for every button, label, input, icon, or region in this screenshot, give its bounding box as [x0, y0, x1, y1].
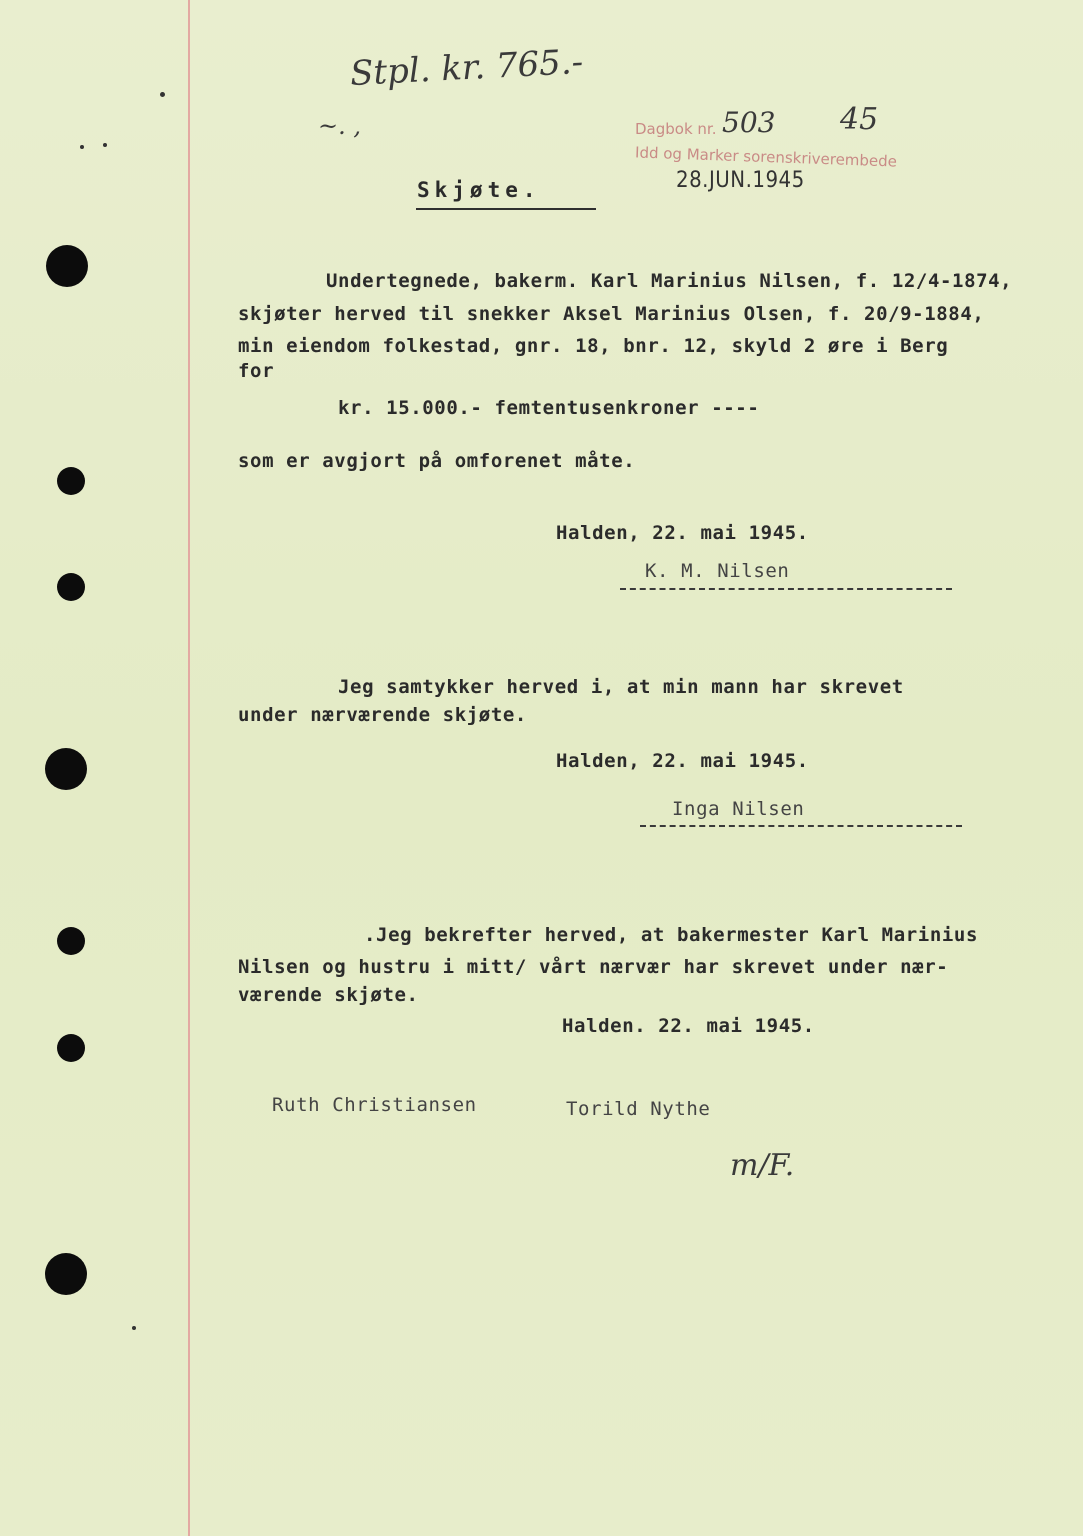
signature-line-2 — [640, 825, 962, 827]
ink-speck — [80, 145, 84, 149]
title-underline — [416, 208, 596, 210]
signature-2: Inga Nilsen — [672, 798, 805, 820]
registry-stamp-line2: Idd og Marker sorenskriverembede — [634, 143, 898, 171]
paragraph1-line4: for — [238, 360, 275, 382]
ink-speck — [132, 1326, 136, 1330]
punch-hole — [57, 1034, 85, 1062]
punch-hole — [57, 467, 85, 495]
handwritten-stamp-fee: Stpl. kr. 765.- — [349, 41, 585, 95]
stamp-date: 28.JUN.1945 — [676, 168, 805, 193]
stamp-prefix: Dagbok nr. — [635, 120, 717, 138]
punch-hole — [57, 573, 85, 601]
punch-hole — [46, 245, 88, 287]
handwritten-initials: m/F. — [730, 1148, 795, 1183]
ink-speck — [160, 92, 165, 97]
place-date-3: Halden. 22. mai 1945. — [562, 1015, 815, 1037]
punch-hole — [57, 927, 85, 955]
stamp-number: 503 — [722, 106, 776, 139]
place-date-2: Halden, 22. mai 1945. — [556, 750, 809, 772]
margin-line — [188, 0, 190, 1536]
signature-line-1 — [620, 588, 952, 590]
paragraph2: som er avgjort på omforenet måte. — [238, 450, 636, 472]
amount-line: kr. 15.000.- femtentusenkroner ---- — [338, 397, 760, 419]
document-title: Skjøte. — [417, 178, 541, 202]
paragraph1-line2: skjøter herved til snekker Aksel Marinius Olsen, f. 20/9-1884, — [238, 303, 985, 325]
punch-hole — [45, 1253, 87, 1295]
paragraph4-line1: .Jeg bekrefter herved, at bakermester Karl Marinius — [364, 924, 978, 946]
witness-1: Ruth Christiansen — [272, 1094, 477, 1116]
paragraph4-line3: værende skjøte. — [238, 984, 419, 1006]
paragraph3-line2: under nærværende skjøte. — [238, 704, 527, 726]
handwritten-mark: ~. , — [318, 112, 361, 140]
witness-2: Torild Nythe — [566, 1098, 711, 1120]
signature-1: K. M. Nilsen — [645, 560, 790, 582]
ink-speck — [103, 143, 107, 147]
stamp-year-handwritten: 45 — [840, 102, 879, 137]
paragraph4-line2: Nilsen og hustru i mitt/ vårt nærvær har skrevet under nær- — [238, 956, 949, 978]
place-date-1: Halden, 22. mai 1945. — [556, 522, 809, 544]
punch-hole — [45, 748, 87, 790]
registry-stamp-line1 — [635, 120, 716, 138]
paragraph1-line1: Undertegnede, bakerm. Karl Marinius Nilsen, f. 12/4-1874, — [326, 270, 1013, 292]
paragraph3-line1: Jeg samtykker herved i, at min mann har skrevet — [338, 676, 904, 698]
paragraph1-line3: min eiendom folkestad, gnr. 18, bnr. 12, skyld 2 øre i Berg — [238, 335, 949, 357]
